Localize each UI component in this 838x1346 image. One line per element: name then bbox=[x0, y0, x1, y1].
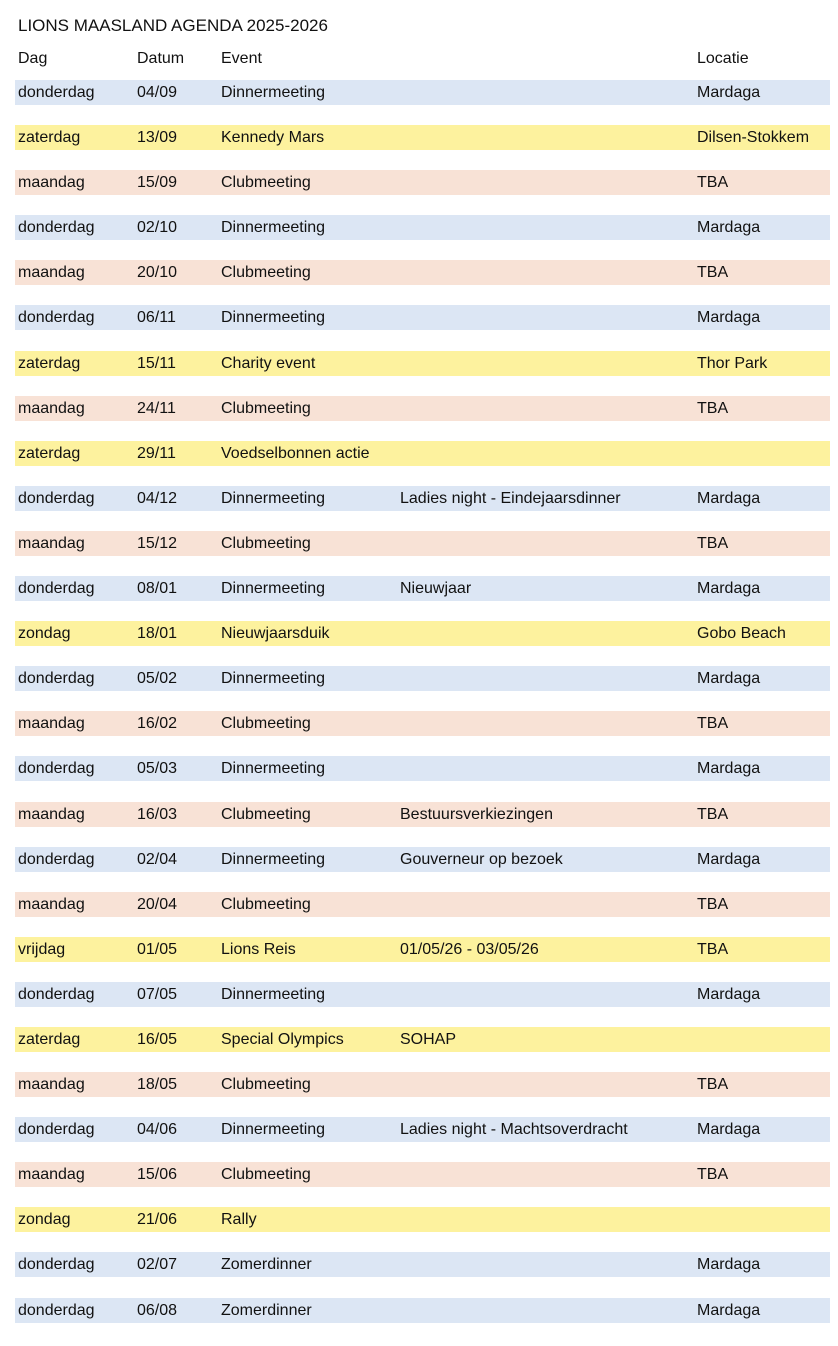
table-row bbox=[15, 441, 830, 466]
table-row bbox=[15, 260, 830, 285]
agenda-table bbox=[15, 80, 830, 1343]
cell-locatie: Mardaga bbox=[697, 489, 761, 507]
cell-note: Nieuwjaar bbox=[400, 580, 472, 598]
cell-dag: maandag bbox=[18, 895, 85, 913]
cell-note: 01/05/26 - 03/05/26 bbox=[400, 940, 539, 958]
cell-dag: donderdag bbox=[18, 1301, 95, 1319]
cell-event: Charity event bbox=[221, 354, 316, 372]
table-row bbox=[15, 531, 830, 556]
cell-locatie: Thor Park bbox=[697, 354, 768, 372]
cell-datum: 15/09 bbox=[137, 174, 178, 192]
cell-datum: 15/11 bbox=[137, 354, 176, 372]
cell-datum: 18/01 bbox=[137, 625, 178, 643]
cell-locatie: Mardaga bbox=[697, 1256, 761, 1274]
cell-locatie: TBA bbox=[697, 399, 729, 417]
cell-event: Rally bbox=[221, 1211, 257, 1229]
cell-dag: vrijdag bbox=[18, 940, 66, 958]
cell-dag: zondag bbox=[18, 1211, 71, 1229]
cell-event: Dinnermeeting bbox=[221, 670, 326, 688]
cell-locatie: Mardaga bbox=[697, 985, 761, 1003]
header-datum: Datum bbox=[137, 50, 185, 67]
table-row bbox=[15, 215, 830, 240]
cell-locatie: Mardaga bbox=[697, 309, 761, 327]
table-row bbox=[15, 1072, 830, 1097]
cell-locatie: TBA bbox=[697, 1166, 729, 1184]
table-row bbox=[15, 937, 830, 962]
cell-event: Clubmeeting bbox=[221, 174, 311, 192]
table-row bbox=[15, 711, 830, 736]
cell-datum: 05/02 bbox=[137, 670, 178, 688]
cell-locatie: TBA bbox=[697, 174, 729, 192]
table-row bbox=[15, 892, 830, 917]
cell-dag: maandag bbox=[18, 534, 85, 552]
table-row bbox=[15, 982, 830, 1007]
cell-datum: 06/11 bbox=[137, 309, 176, 327]
cell-event: Dinnermeeting bbox=[221, 760, 326, 778]
table-header bbox=[15, 48, 830, 70]
cell-dag: donderdag bbox=[18, 84, 95, 101]
cell-datum: 16/02 bbox=[137, 715, 178, 733]
table-row bbox=[15, 1298, 830, 1323]
cell-locatie: TBA bbox=[697, 534, 729, 552]
table-row bbox=[15, 1207, 830, 1232]
header-locatie: Locatie bbox=[697, 50, 749, 67]
cell-dag: maandag bbox=[18, 174, 85, 192]
cell-dag: zaterdag bbox=[18, 354, 81, 372]
cell-event: Dinnermeeting bbox=[221, 985, 326, 1003]
cell-dag: donderdag bbox=[18, 670, 95, 688]
cell-event: Zomerdinner bbox=[221, 1301, 312, 1319]
cell-locatie: Mardaga bbox=[697, 1121, 761, 1139]
table-row bbox=[15, 666, 830, 691]
table-row bbox=[15, 80, 830, 105]
cell-datum: 02/07 bbox=[137, 1256, 178, 1274]
cell-datum: 20/10 bbox=[137, 264, 178, 282]
table-row bbox=[15, 125, 830, 150]
cell-datum: 16/05 bbox=[137, 1030, 178, 1048]
cell-locatie: Mardaga bbox=[697, 219, 761, 237]
cell-locatie: Dilsen-Stokkem bbox=[697, 129, 810, 147]
cell-dag: donderdag bbox=[18, 580, 95, 598]
table-row bbox=[15, 1162, 830, 1187]
table-row bbox=[15, 621, 830, 646]
cell-dag: maandag bbox=[18, 805, 85, 823]
header-dag: Dag bbox=[18, 50, 48, 67]
cell-datum: 18/05 bbox=[137, 1076, 178, 1094]
table-row bbox=[15, 576, 830, 601]
cell-datum: 21/06 bbox=[137, 1211, 178, 1229]
cell-event: Nieuwjaarsduik bbox=[221, 625, 330, 643]
cell-note: Ladies night - Eindejaarsdinner bbox=[400, 489, 621, 507]
cell-datum: 20/04 bbox=[137, 895, 178, 913]
cell-event: Special Olympics bbox=[221, 1030, 344, 1048]
cell-dag: maandag bbox=[18, 1076, 85, 1094]
cell-event: Lions Reis bbox=[221, 940, 296, 958]
cell-datum: 02/10 bbox=[137, 219, 178, 237]
table-row bbox=[15, 1252, 830, 1277]
cell-dag: maandag bbox=[18, 399, 85, 417]
cell-locatie: Mardaga bbox=[697, 84, 761, 101]
cell-locatie: TBA bbox=[697, 264, 729, 282]
cell-locatie: Mardaga bbox=[697, 670, 761, 688]
cell-locatie: TBA bbox=[697, 940, 729, 958]
cell-event: Zomerdinner bbox=[221, 1256, 312, 1274]
cell-event: Clubmeeting bbox=[221, 399, 311, 417]
cell-datum: 04/09 bbox=[137, 84, 178, 101]
table-row bbox=[15, 486, 830, 511]
cell-datum: 29/11 bbox=[137, 444, 176, 462]
cell-datum: 01/05 bbox=[137, 940, 178, 958]
cell-datum: 08/01 bbox=[137, 580, 178, 598]
cell-event: Clubmeeting bbox=[221, 895, 311, 913]
cell-datum: 07/05 bbox=[137, 985, 178, 1003]
cell-note: Ladies night - Machtsoverdracht bbox=[400, 1121, 628, 1139]
table-row bbox=[15, 170, 830, 195]
cell-datum: 04/06 bbox=[137, 1121, 178, 1139]
cell-dag: donderdag bbox=[18, 219, 95, 237]
cell-dag: donderdag bbox=[18, 850, 95, 868]
cell-event: Dinnermeeting bbox=[221, 84, 326, 101]
cell-note: Bestuursverkiezingen bbox=[400, 805, 553, 823]
cell-note: Gouverneur op bezoek bbox=[400, 850, 563, 868]
cell-dag: zaterdag bbox=[18, 444, 81, 462]
cell-datum: 04/12 bbox=[137, 489, 178, 507]
table-row bbox=[15, 847, 830, 872]
cell-dag: zondag bbox=[18, 625, 71, 643]
cell-dag: donderdag bbox=[18, 1121, 95, 1139]
cell-event: Clubmeeting bbox=[221, 534, 311, 552]
cell-locatie: Mardaga bbox=[697, 760, 761, 778]
cell-dag: maandag bbox=[18, 1166, 85, 1184]
cell-dag: donderdag bbox=[18, 1256, 95, 1274]
table-row bbox=[15, 802, 830, 827]
cell-dag: zaterdag bbox=[18, 1030, 81, 1048]
cell-event: Dinnermeeting bbox=[221, 489, 326, 507]
cell-event: Dinnermeeting bbox=[221, 219, 326, 237]
table-row bbox=[15, 1027, 830, 1052]
cell-locatie: Mardaga bbox=[697, 850, 761, 868]
cell-locatie: Mardaga bbox=[697, 1301, 761, 1319]
cell-dag: zaterdag bbox=[18, 129, 81, 147]
cell-dag: maandag bbox=[18, 264, 85, 282]
cell-event: Clubmeeting bbox=[221, 715, 311, 733]
cell-datum: 15/12 bbox=[137, 534, 178, 552]
table-row bbox=[15, 351, 830, 376]
cell-event: Clubmeeting bbox=[221, 1076, 311, 1094]
cell-event: Voedselbonnen actie bbox=[221, 444, 370, 462]
cell-dag: donderdag bbox=[18, 760, 95, 778]
cell-event: Dinnermeeting bbox=[221, 1121, 326, 1139]
cell-datum: 02/04 bbox=[137, 850, 178, 868]
cell-dag: maandag bbox=[18, 715, 85, 733]
cell-locatie: TBA bbox=[697, 715, 729, 733]
cell-locatie: TBA bbox=[697, 895, 729, 913]
cell-note: SOHAP bbox=[400, 1030, 457, 1048]
cell-event: Clubmeeting bbox=[221, 264, 311, 282]
cell-dag: donderdag bbox=[18, 985, 95, 1003]
cell-event: Dinnermeeting bbox=[221, 850, 326, 868]
table-row bbox=[15, 756, 830, 781]
table-row bbox=[15, 1117, 830, 1142]
cell-event: Kennedy Mars bbox=[221, 129, 325, 147]
cell-datum: 06/08 bbox=[137, 1301, 178, 1319]
table-row bbox=[15, 305, 830, 330]
cell-event: Dinnermeeting bbox=[221, 580, 326, 598]
cell-datum: 05/03 bbox=[137, 760, 178, 778]
cell-dag: donderdag bbox=[18, 489, 95, 507]
cell-datum: 13/09 bbox=[137, 129, 178, 147]
cell-dag: donderdag bbox=[18, 309, 95, 327]
cell-event: Dinnermeeting bbox=[221, 309, 326, 327]
cell-locatie: TBA bbox=[697, 805, 729, 823]
cell-event: Clubmeeting bbox=[221, 1166, 311, 1184]
cell-locatie: TBA bbox=[697, 1076, 729, 1094]
cell-datum: 24/11 bbox=[137, 399, 176, 417]
cell-locatie: Gobo Beach bbox=[697, 625, 786, 643]
table-row bbox=[15, 396, 830, 421]
cell-locatie: Mardaga bbox=[697, 580, 761, 598]
cell-datum: 16/03 bbox=[137, 805, 178, 823]
cell-event: Clubmeeting bbox=[221, 805, 311, 823]
cell-datum: 15/06 bbox=[137, 1166, 178, 1184]
header-event: Event bbox=[221, 50, 262, 67]
page-title: LIONS MAASLAND AGENDA 2025-2026 bbox=[18, 16, 328, 35]
